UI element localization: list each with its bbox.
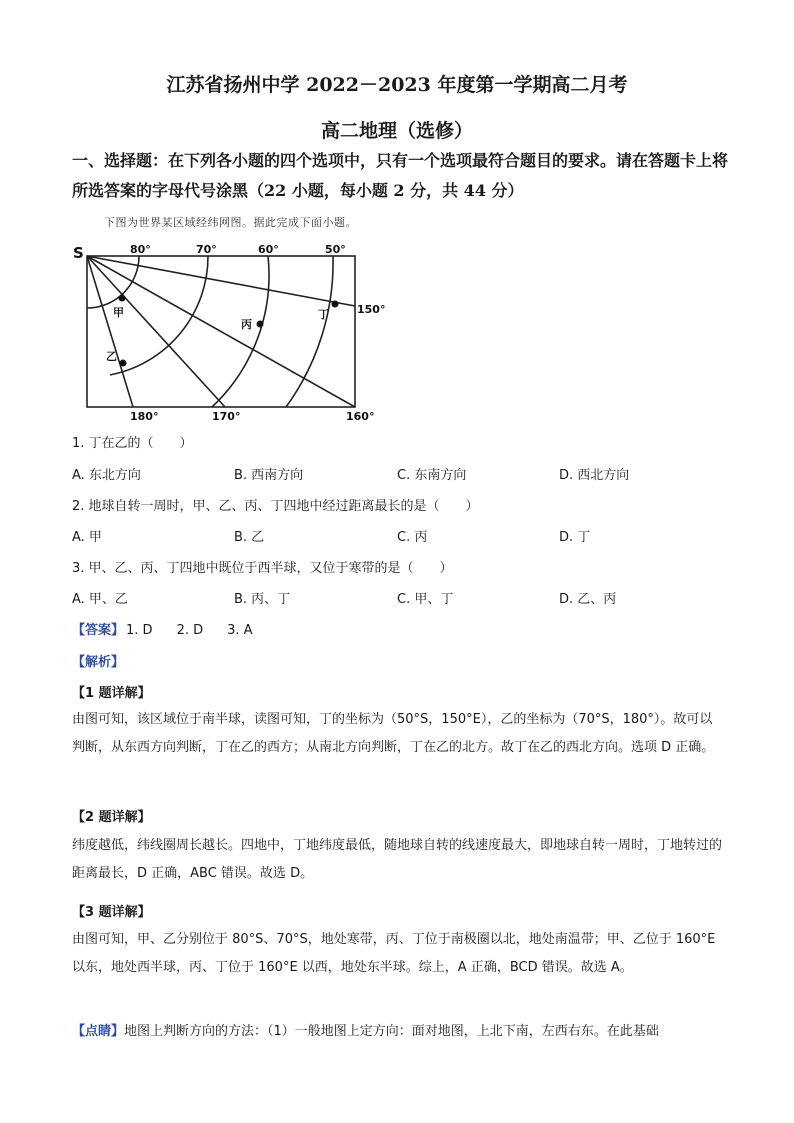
answer-2: 2. D — [176, 623, 204, 638]
detail-2-text: 纬度越低，纬线圈周长越长。四地中，丁地纬度最低，随地球自转的线速度最大，即地球自转一周时，丁地转过的距离最长，D 正确，ABC 错误。故选 D。 — [72, 838, 723, 881]
question-2-option-b: B. 乙 — [234, 530, 265, 545]
answer-line — [72, 619, 253, 638]
question-1-option-d: D. 西北方向 — [559, 468, 630, 483]
question-3-option-c: C. 甲、丁 — [397, 592, 454, 607]
detail-2-heading: 【2 题详解】 — [72, 810, 151, 825]
detail-3-text: 由图可知，甲、乙分别位于 80°S、70°S，地处寒带，丙、丁位于南极圈以北，地处南温带；甲、乙位于 160°E 以东，地处西半球，丙、丁位于 160°E 以西，地处东半球。综上，A 正确，BCD 错误。故选 A。 — [72, 932, 716, 975]
point-bing — [257, 321, 264, 328]
point-ding — [332, 301, 339, 308]
lat-label-50: 50° — [325, 243, 346, 256]
question-2-option-d: D. 丁 — [559, 530, 591, 545]
answer-label: 【答案】 — [72, 623, 125, 638]
tip-line — [72, 1020, 722, 1039]
answer-3: 3. A — [227, 623, 253, 638]
point-label-yi: 乙 — [106, 350, 117, 363]
question-2-stem: 2. 地球自转一周时，甲、乙、丙、丁四地中经过距离最长的是（ ） — [72, 499, 479, 514]
figure-intro: 下图为世界某区域经纬网图。据此完成下面小题。 — [104, 216, 357, 229]
point-label-jia: 甲 — [113, 306, 124, 319]
pole-label: S — [73, 244, 84, 262]
page-subtitle: 高二地理（选修） — [320, 120, 473, 142]
point-label-ding: 丁 — [318, 308, 329, 321]
graticule-map — [70, 240, 390, 425]
detail-1-heading: 【1 题详解】 — [72, 686, 151, 701]
question-2-option-c: C. 丙 — [397, 530, 428, 545]
lat-label-80: 80° — [130, 243, 151, 256]
tip-label: 【点睛】 — [72, 1024, 125, 1039]
answer-1: 1. D — [126, 623, 153, 638]
detail-3-heading: 【3 题详解】 — [72, 905, 151, 920]
tip-text: 地图上判断方向的方法：（1）一般地图上定方向：面对地图，上北下南，左西右东。在此基础 — [124, 1024, 659, 1039]
lon-label-180: 180° — [130, 410, 159, 423]
question-1-option-a: A. 东北方向 — [72, 468, 141, 483]
page-title: 江苏省扬州中学 2022－2023 年度第一学期高二月考 — [166, 74, 628, 96]
lon-label-160: 160° — [346, 410, 375, 423]
question-3-option-d: D. 乙、丙 — [559, 592, 617, 607]
point-jia — [119, 295, 126, 302]
detail-1-text: 由图可知，该区域位于南半球，读图可知，丁的坐标为（50°S，150°E），乙的坐标为（70°S，180°）。故可以判断，从东西方向判断，丁在乙的西方；从南北方向判断，丁在乙的北方。故丁在乙的西北方向。选项 D 正确。 — [72, 712, 715, 755]
lon-label-150: 150° — [357, 303, 386, 316]
question-2-option-a: A. 甲 — [72, 530, 102, 545]
question-1-option-b: B. 西南方向 — [234, 468, 304, 483]
question-3-stem: 3. 甲、乙、丙、丁四地中既位于西半球，又位于寒带的是（ ） — [72, 561, 453, 576]
analysis-label: 【解析】 — [72, 655, 125, 670]
point-yi — [120, 360, 127, 367]
question-3-option-a: A. 甲、乙 — [72, 592, 128, 607]
section-heading: 一、选择题：在下列各小题的四个选项中，只有一个选项最符合题目的要求。请在答题卡上将所选答案的字母代号涂黑（22 小题，每小题 2 分，共 44 分） — [72, 151, 729, 200]
lat-label-70: 70° — [196, 243, 217, 256]
lat-label-60: 60° — [258, 243, 279, 256]
question-1-option-c: C. 东南方向 — [397, 468, 467, 483]
question-1-stem: 1. 丁在乙的（ ） — [72, 436, 193, 451]
point-label-bing: 丙 — [241, 318, 252, 331]
question-3-option-b: B. 丙、丁 — [234, 592, 291, 607]
lon-label-170: 170° — [212, 410, 241, 423]
